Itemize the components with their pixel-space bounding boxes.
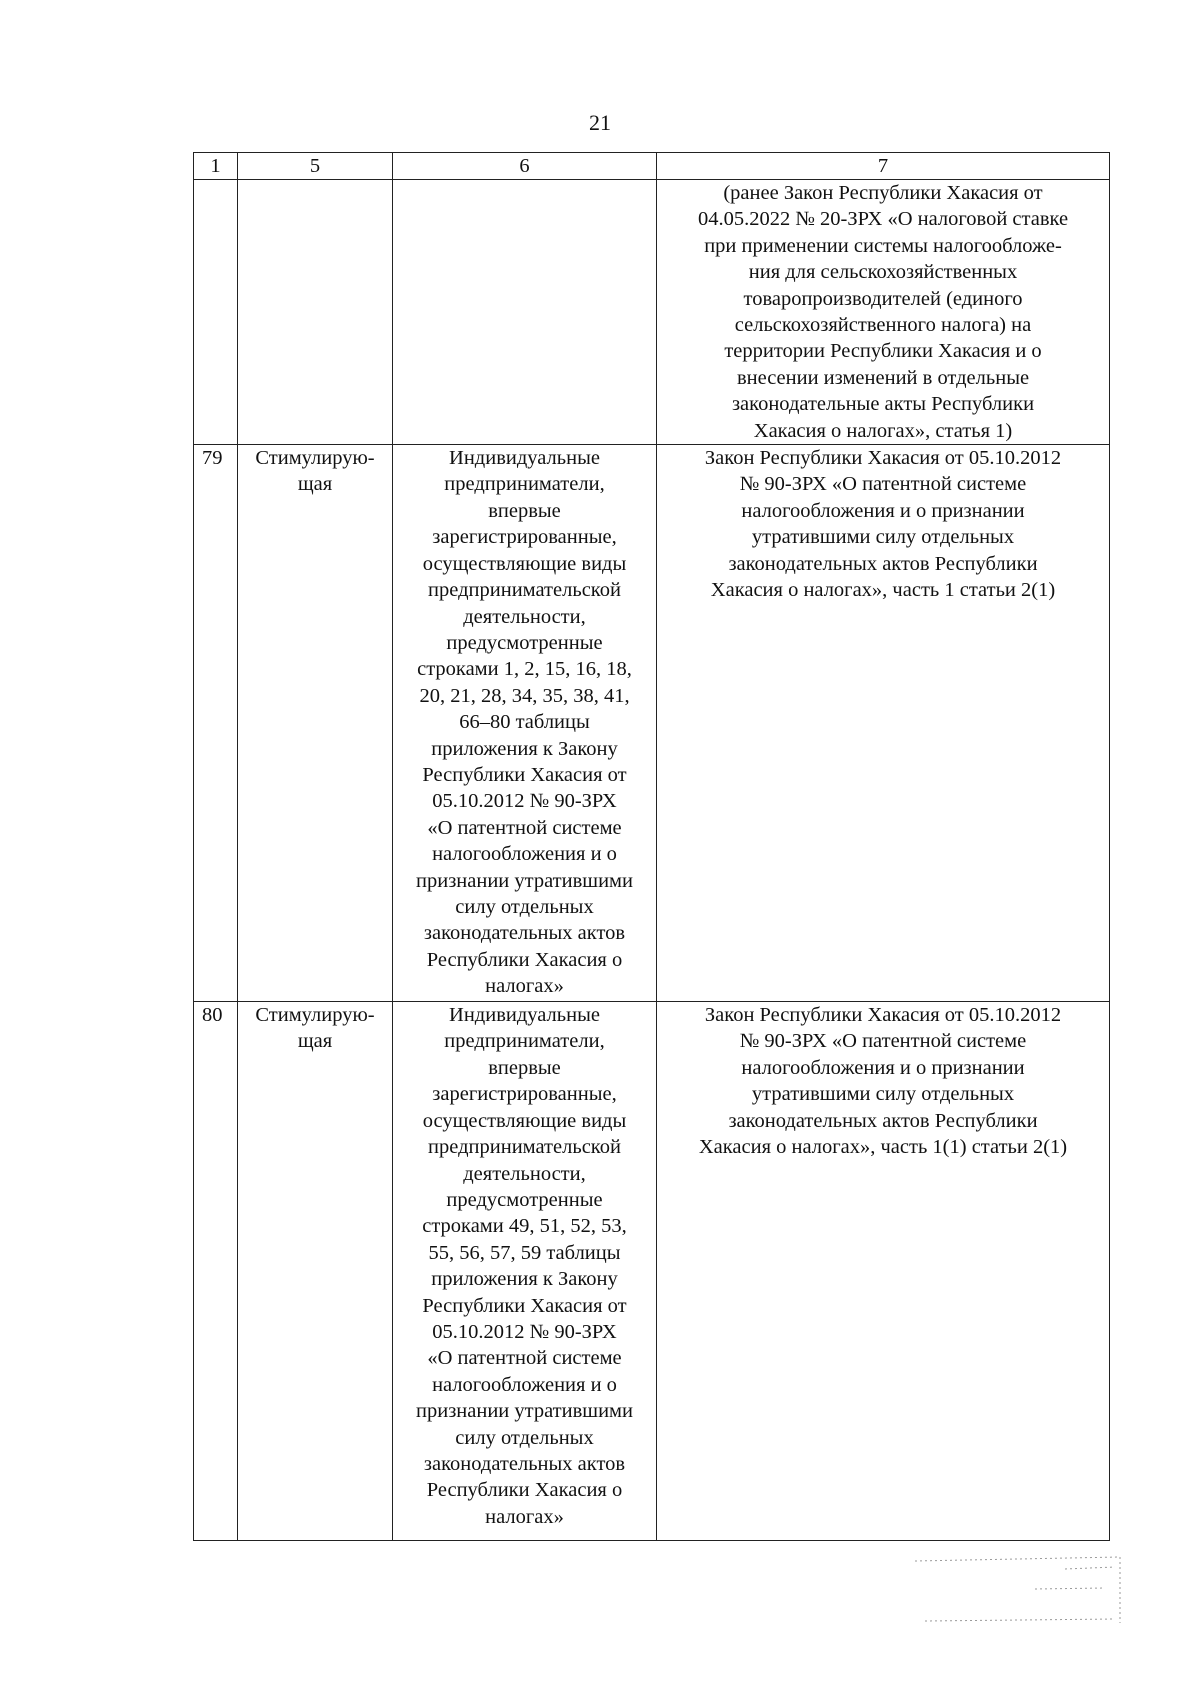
row-number-cell [194, 180, 238, 445]
row-number-cell: 79 [194, 445, 238, 1002]
taxpayer-category-cell: Индивидуальные предприниматели, впервые зарегистрированные, осуществляющие виды предпринимательской деятельности, предусмотренные строками 1, 2, 15, 16, 18, 20, 21, 28, 34, 35, 38, 41, 66–80 таблицы приложения к Закону Республики Хакасия от 05.10.2012 № 90-ЗРХ «О патентной системе налогообложения и о признании утратившими силу отдельных законодательных актов Республики Хакасия о налогах» [393, 445, 657, 1002]
column-header-5: 5 [238, 153, 393, 180]
page-number: 21 [589, 110, 611, 135]
table-row [194, 1002, 1110, 1541]
law-reference-cell: Закон Республики Хакасия от 05.10.2012 № 90-ЗРХ «О патентной системе налогообложения и о признании утратившими силу отдельных законодательных актов Республики Хакасия о налогах», часть 1(1) статьи 2(1) [657, 1002, 1110, 1541]
benefit-type-cell: Стимулирую- щая [238, 1002, 393, 1541]
table-row-continuation [194, 180, 1110, 445]
row-number-cell: 80 [194, 1002, 238, 1541]
scan-artifact [915, 1555, 1125, 1625]
table-row [194, 445, 1110, 1002]
column-header-7: 7 [657, 153, 1110, 180]
benefit-type-cell [238, 180, 393, 445]
table-header-row [194, 153, 1110, 180]
taxpayer-category-cell [393, 180, 657, 445]
law-reference-cell: Закон Республики Хакасия от 05.10.2012 № 90-ЗРХ «О патентной системе налогообложения и о признании утратившими силу отдельных законодательных актов Республики Хакасия о налогах», часть 1 статьи 2(1) [657, 445, 1110, 1002]
column-header-1: 1 [194, 153, 238, 180]
taxpayer-category-cell: Индивидуальные предприниматели, впервые зарегистрированные, осуществляющие виды предпринимательской деятельности, предусмотренные строками 49, 51, 52, 53, 55, 56, 57, 59 таблицы приложения к Закону Республики Хакасия от 05.10.2012 № 90-ЗРХ «О патентной системе налогообложения и о признании утратившими силу отдельных законодательных актов Республики Хакасия о налогах» [393, 1002, 657, 1541]
benefit-type-cell: Стимулирую- щая [238, 445, 393, 1002]
tax-benefits-table [193, 152, 1110, 1541]
column-header-6: 6 [393, 153, 657, 180]
law-reference-cell: (ранее Закон Республики Хакасия от 04.05.2022 № 20-ЗРХ «О налоговой ставке при применении системы налогообложе- ния для сельскохозяйственных товаропроизводителей (единого сельскохозяйственного налога) на территории Республики Хакасия и о внесении изменений в отдельные законодательные акты Республики Хакасия о налогах», статья 1) [657, 180, 1110, 445]
